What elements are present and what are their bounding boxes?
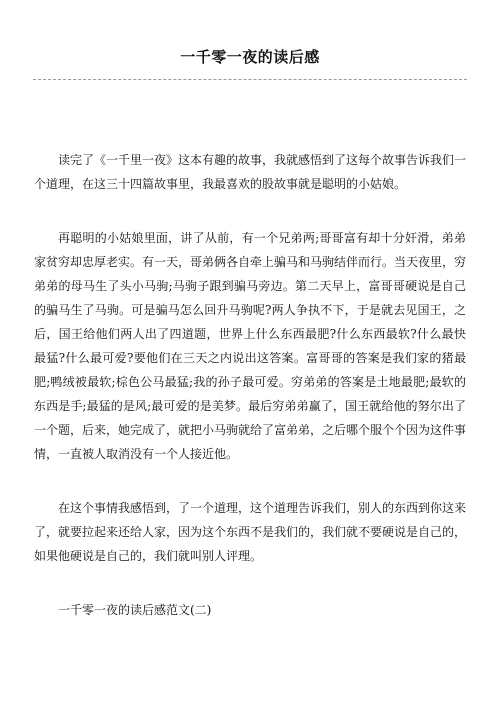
paragraph-2: 再聪明的小姑娘里面，讲了从前，有一个兄弟两;哥哥富有却十分奸滑，弟弟家贫穷却忠厚老实。有一天，哥弟俩各自牵上骗马和马驹结伴而行。当天夜里，穷弟弟的母马生了头小马驹;马驹子跟到骗马旁边。第二天早上，富哥哥硬说是自己的骗马生了马驹。可是骗马怎么回升马驹呢?两人争执不下，于是就去见国王，之后，国王给他们两人出了四道题，世界上什么东西最肥?什么东西最软?什么最快最猛?什么最可爱?要他们在三天之内说出这答案。富哥哥的答案是我们家的猪最肥;鸭绒被最软;棕色公马最猛;我的孙子最可爱。穷弟弟的答案是土地最肥;最软的东西是手;最猛的是风;最可爱的是美梦。最后穷弟弟赢了，国王就给他的努尔出了一个题，后来，她完成了，就把小马驹就给了富弟弟，之后哪个服个个因为这件事情，一直被人取消没有一个人接近他。 (34, 231, 467, 461)
paragraph-3: 在这个事情我感悟到，了一个道理，这个道理告诉我们，别人的东西到你这来了，就要拉起来还给人家，因为这个东西不是我们的，我们就不要硬说是自己的，如果他硬说是自己的，我们就叫别人评理。 (34, 501, 467, 563)
section-subheading: 一千零一夜的读后感范文(二) (58, 603, 212, 617)
paragraph-1: 读完了《一千里一夜》这本有趣的故事，我就感悟到了这每个故事告诉我们一个道理，在这三十四篇故事里，我最喜欢的股故事就是聪明的小姑娘。 (34, 153, 467, 191)
document-title: 一千零一夜的读后感 (180, 48, 320, 66)
title-divider (33, 79, 467, 80)
document-body (34, 148, 466, 622)
